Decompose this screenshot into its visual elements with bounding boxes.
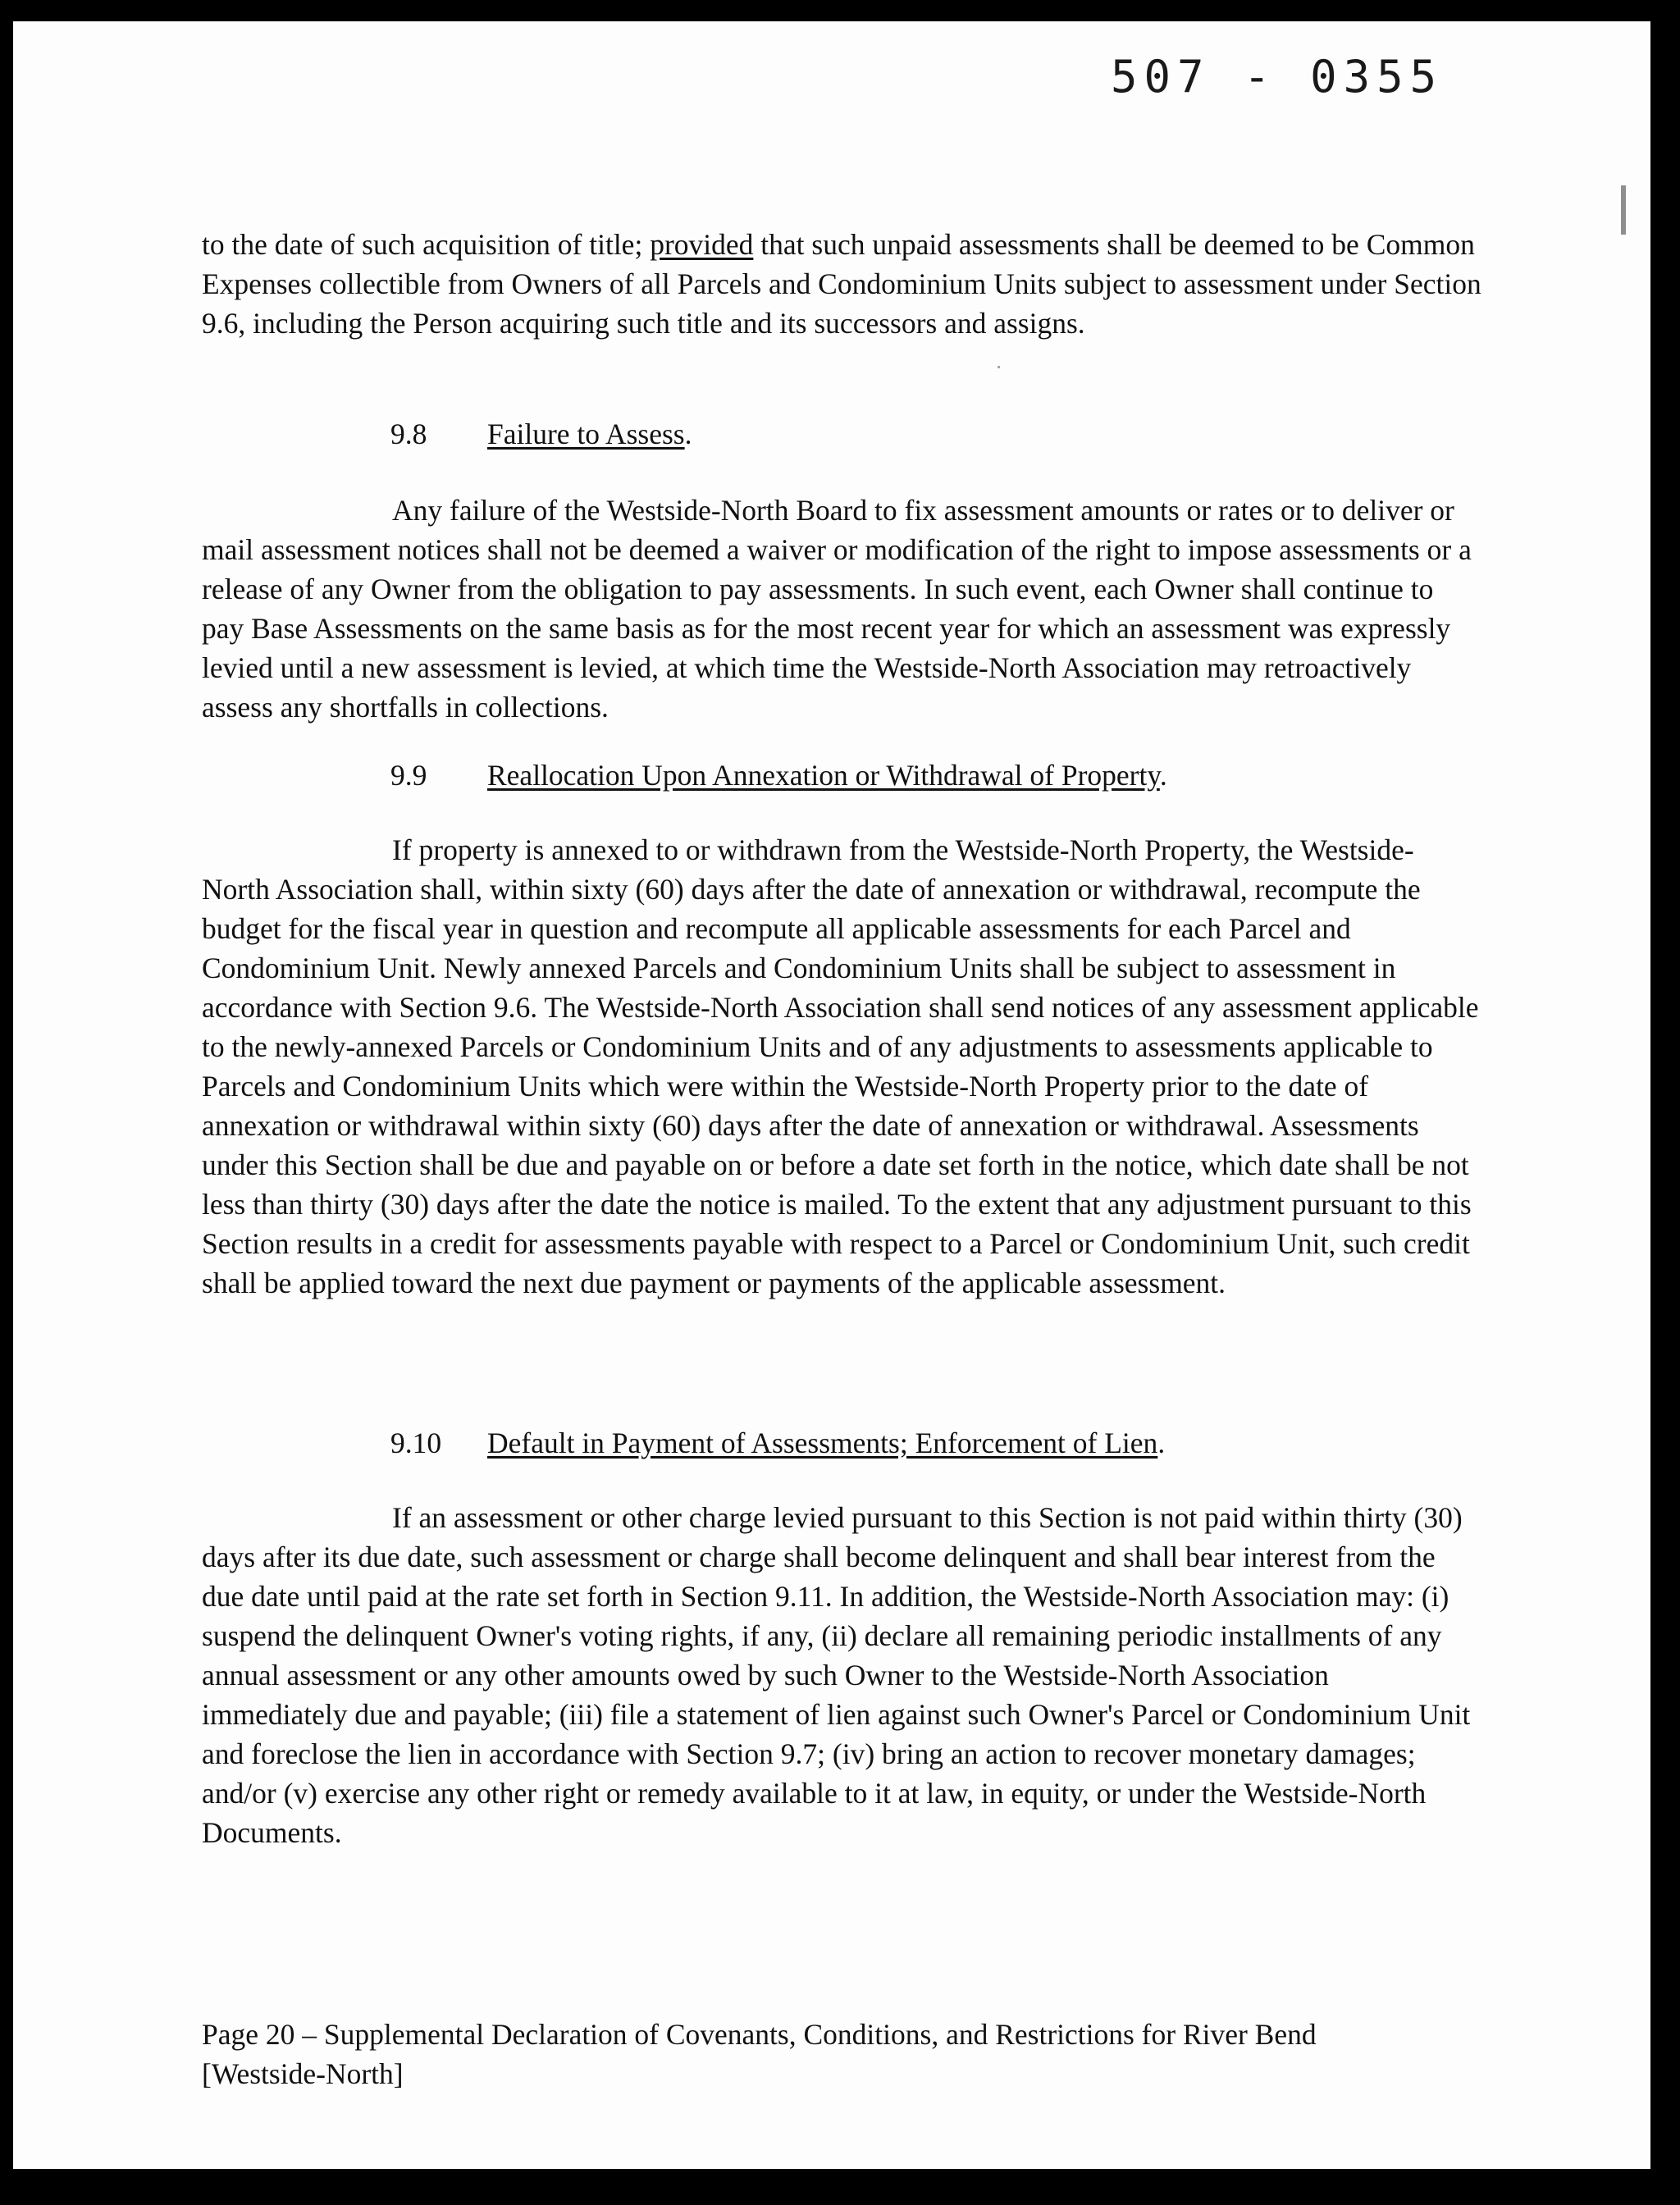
section-title: Default in Payment of Assessments; Enforcement of Lien [487, 1427, 1158, 1459]
footer-line-1: Page 20 – Supplemental Declaration of Covenants, Conditions, and Restrictions for River Bend [202, 2018, 1317, 2051]
section-9-10-text: If an assessment or other charge levied pursuant to this Section is not paid within thirty (30) days after its due date, such assessment or charge shall become delinquent and shall bear interest from the due date until paid at the rate set forth in Section 9.11. In addition, the Westside-North Association may: (i) suspend the delinquent Owner's voting rights, if any, (ii) declare all remaining periodic installments of any annual assessment or any other amounts owed by such Owner to the Westside-North Association immediately due and payable; (iii) file a statement of lien against such Owner's Parcel or Condominium Unit and foreclose the lien in accordance with Section 9.7; (iv) bring an action to recover monetary damages; and/or (v) exercise any other right or remedy available to it at law, in equity, or under the Westside-North Documents. [202, 1501, 1471, 1849]
section-heading-9-8 [390, 417, 692, 451]
continuation-text-end: that such unpaid assessments shall be deemed to be Common Expenses collectible from Owners of all Parcels and Condominium Units subject to assessment under Section 9.6, including the Person acquiring such title and its successors and assigns. [202, 228, 1481, 340]
section-9-8-paragraph [202, 491, 1481, 727]
section-9-9-paragraph [202, 830, 1481, 1303]
provided-term: provided [650, 228, 754, 261]
scan-artifact [1621, 185, 1626, 235]
section-title: Reallocation Upon Annexation or Withdrawal of Property [487, 759, 1160, 792]
section-9-10-paragraph [202, 1498, 1481, 1852]
recording-stamp-number: 507 - 0355 [1111, 51, 1444, 103]
section-title: Failure to Assess [487, 418, 685, 450]
heading-period: . [1159, 759, 1167, 792]
section-heading-9-9 [390, 758, 1167, 792]
document-page [13, 21, 1650, 2169]
heading-period: . [1157, 1427, 1166, 1459]
footer-line-2: [Westside-North] [202, 2057, 404, 2090]
section-9-8-text: Any failure of the Westside-North Board to fix assessment amounts or rates or to deliver or mail assessment notices shall not be deemed a waiver or modification of the right to impose assessments or a release of any Owner from the obligation to pay assessments. In such event, each Owner shall continue to pay Base Assessments on the same basis as for the most recent year for which an assessment was expressly levied until a new assessment is levied, at which time the Westside-North Association may retroactively assess any shortfalls in collections. [202, 494, 1472, 724]
page-footer [202, 2015, 1481, 2093]
continuation-paragraph [202, 225, 1481, 343]
heading-period: . [684, 418, 692, 450]
section-9-9-text: If property is annexed to or withdrawn from the Westside-North Property, the Westside-North Association shall, within sixty (60) days after the date of annexation or withdrawal, recompute the budget for the fiscal year in question and recompute all applicable assessments for each Parcel and Condominium Unit. Newly annexed Parcels and Condominium Units shall be subject to assessment in accordance with Section 9.6. The Westside-North Association shall send notices of any assessment applicable to the newly-annexed Parcels or Condominium Units and of any adjustments to assessments applicable to Parcels and Condominium Units which were within the Westside-North Property prior to the date of annexation or withdrawal within sixty (60) days after the date of annexation or withdrawal. Assessments under this Section shall be due and payable on or before a date set forth in the notice, which date shall be not less than thirty (30) days after the date the notice is mailed. To the extent that any adjustment pursuant to this Section results in a credit for assessments payable with respect to a Parcel or Condominium Unit, such credit shall be applied toward the next due payment or payments of the applicable assessment. [202, 833, 1479, 1299]
section-number: 9.9 [390, 759, 427, 792]
section-number: 9.8 [390, 418, 427, 450]
scan-edge-mark [835, 0, 842, 21]
section-number: 9.10 [390, 1427, 442, 1459]
continuation-text-start: to the date of such acquisition of title; [202, 228, 651, 261]
scan-artifact [998, 366, 1000, 368]
section-heading-9-10 [390, 1426, 1165, 1460]
